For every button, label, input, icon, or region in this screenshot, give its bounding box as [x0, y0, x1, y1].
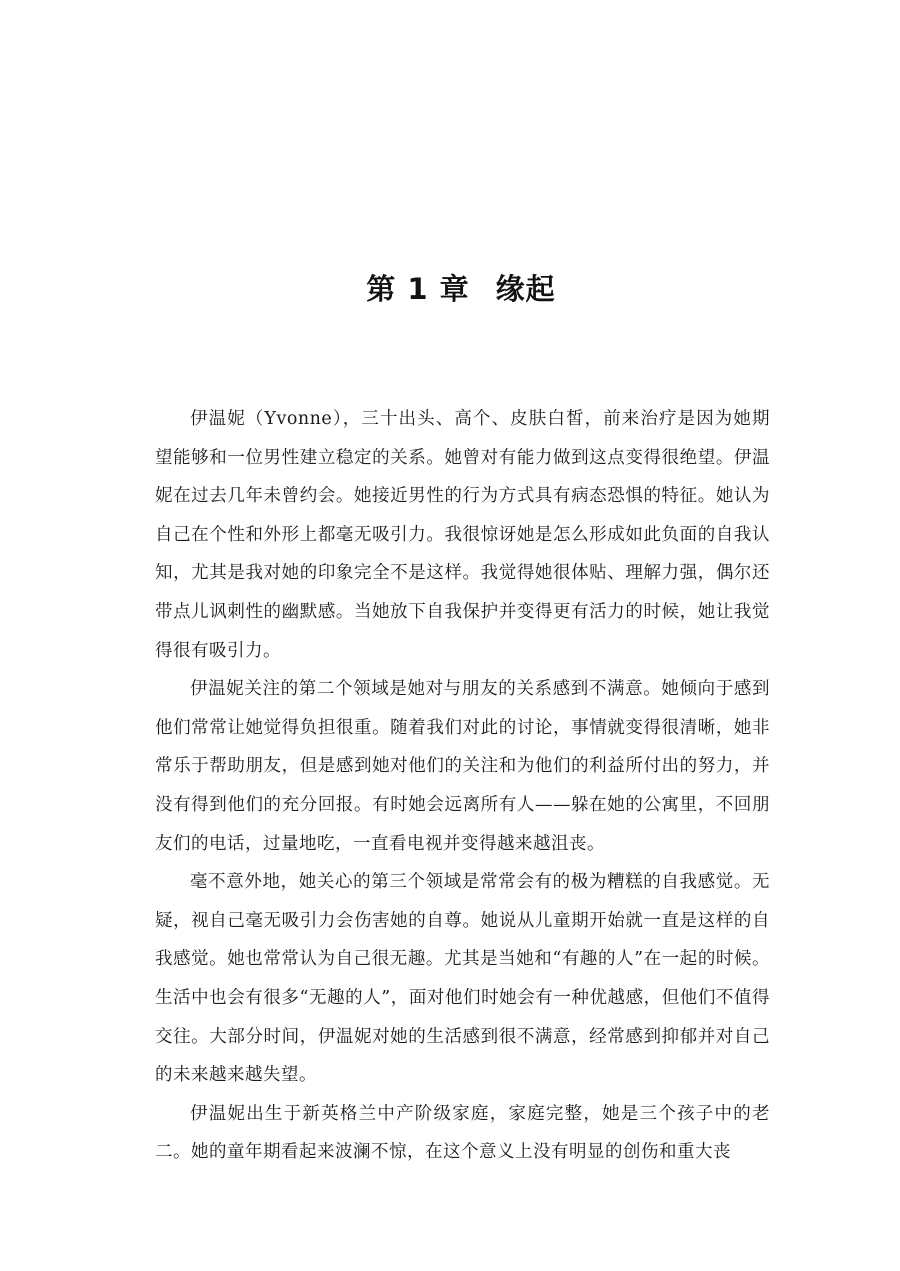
paragraph-2: 伊温妮关注的第二个领域是她对与朋友的关系感到不满意。她倾向于感到他们常常让她觉得负担很重。随着我们对此的讨论，事情就变得很清晰，她非常乐于帮助朋友，但是感到她对他们的关注和为他们的利益所付出的努力，并没有得到他们的充分回报。有时她会远离所有人——躲在她的公寓里，不回朋友们的电话，过量地吃，一直看电视并变得越来越沮丧。 — [155, 679, 770, 854]
paragraph-3: 毫不意外地，她关心的第三个领域是常常会有的极为糟糕的自我感觉。无疑，视自己毫无吸引力会伤害她的自尊。她说从儿童期开始就一直是这样的自我感觉。她也常常认为自己很无趣。尤其是当她和“有趣的人”在一起的时候。生活中也会有很多“无趣的人”，面对他们时她会有一种优越感，但他们不值得交往。大部分时间，伊温妮对她的生活感到很不满意，经常感到抑郁并对自己的未来越来越失望。 — [155, 872, 770, 1086]
chapter-number: 第 1 章 — [366, 272, 470, 307]
chapter-title: 缘起 — [495, 272, 556, 307]
chapter-heading — [0, 267, 900, 308]
chapter-body — [155, 400, 770, 1172]
paragraph-4: 伊温妮出生于新英格兰中产阶级家庭，家庭完整，她是三个孩子中的老二。她的童年期看起来波澜不惊，在这个意义上没有明显的创伤和重大丧 — [155, 1103, 770, 1163]
paragraph-1: 伊温妮（Yvonne），三十出头、高个、皮肤白皙，前来治疗是因为她期望能够和一位男性建立稳定的关系。她曾对有能力做到这点变得很绝望。伊温妮在过去几年未曾约会。她接近男性的行为方式具有病态恐惧的特征。她认为自己在个性和外形上都毫无吸引力。我很惊讶她是怎么形成如此负面的自我认知，尤其是我对她的印象完全不是这样。我觉得她很体贴、理解力强，偶尔还带点儿讽刺性的幽默感。当她放下自我保护并变得更有活力的时候，她让我觉得很有吸引力。 — [155, 409, 770, 661]
